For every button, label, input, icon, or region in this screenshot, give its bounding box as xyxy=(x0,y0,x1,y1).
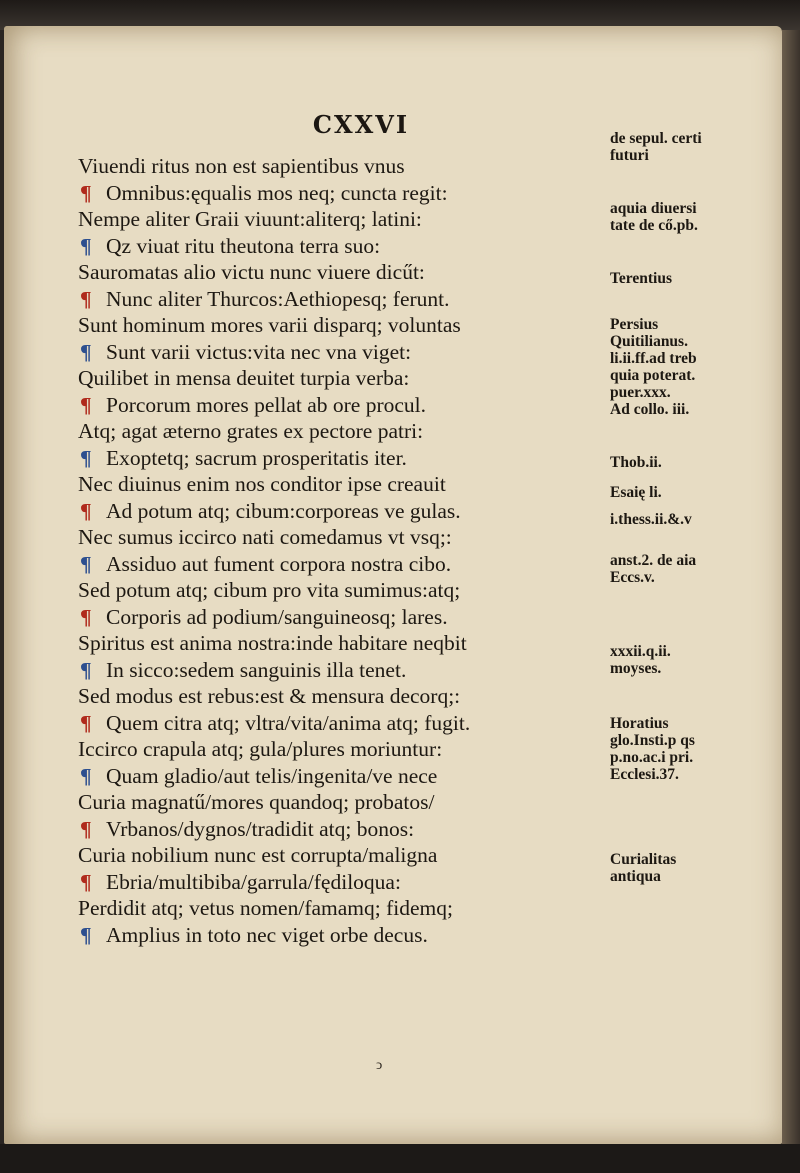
verse-text: Sauromatas alio victu nunc viuere dicűt: xyxy=(78,260,425,284)
paragraph-mark-icon: ¶ xyxy=(80,869,92,894)
verse-line xyxy=(78,657,588,684)
verse-list xyxy=(78,153,588,948)
gloss-line: glo.Insti.p qs xyxy=(610,732,695,749)
marginal-gloss xyxy=(610,715,760,783)
gloss-line: Ad collo. iii. xyxy=(610,401,690,418)
verse-line xyxy=(78,816,588,843)
paragraph-mark-icon: ¶ xyxy=(80,816,92,841)
gloss-line: Persius xyxy=(610,316,659,333)
verse-text: Curia magnatű/mores quandoq; probatos/ xyxy=(78,790,435,814)
marginal-gloss xyxy=(610,316,760,418)
paragraph-mark-icon: ¶ xyxy=(80,551,92,576)
verse-text: Quem citra atq; vltra/vita/anima atq; fugit. xyxy=(106,710,471,735)
verse-line xyxy=(78,180,588,207)
verse-line xyxy=(78,922,588,949)
gloss-line: xxxii.q.ii. xyxy=(610,643,671,660)
gloss-line: tate de cő.pb. xyxy=(610,217,698,234)
verse-line xyxy=(78,206,588,233)
paragraph-mark-icon: ¶ xyxy=(80,498,92,523)
paragraph-mark-icon: ¶ xyxy=(80,604,92,629)
gloss-line: Terentius xyxy=(610,270,673,287)
page-stack-edge xyxy=(782,30,800,1146)
gloss-line: antiqua xyxy=(610,868,661,885)
gloss-line: Quitilianus. xyxy=(610,333,688,350)
gloss-line: Curialitas xyxy=(610,851,677,868)
verse-line xyxy=(78,895,588,922)
gloss-line: Ecclesi.37. xyxy=(610,766,679,783)
verse-line xyxy=(78,604,588,631)
verse-line xyxy=(78,736,588,763)
verse-text: Sunt varii victus:vita nec vna viget: xyxy=(106,339,412,364)
verse-line xyxy=(78,630,588,657)
verse-text: Nempe aliter Graii viuunt:aliterq; latini: xyxy=(78,207,422,231)
verse-text: Viuendi ritus non est sapientibus vnus xyxy=(78,154,405,178)
marginal-gloss xyxy=(610,643,760,677)
verse-line xyxy=(78,153,588,180)
paragraph-mark-icon: ¶ xyxy=(80,657,92,682)
gloss-line: moyses. xyxy=(610,660,662,677)
verse-line xyxy=(78,498,588,525)
verse-line xyxy=(78,789,588,816)
verse-line xyxy=(78,869,588,896)
verse-text: Nec sumus iccirco nati comedamus vt vsq;: xyxy=(78,525,452,549)
gloss-line: li.ii.ff.ad treb xyxy=(610,350,697,367)
paragraph-mark-icon: ¶ xyxy=(80,445,92,470)
gloss-line: Thob.ii. xyxy=(610,454,662,471)
verse-line xyxy=(78,392,588,419)
verse-line xyxy=(78,312,588,339)
verse-text: Sunt hominum mores varii disparq; voluntas xyxy=(78,313,461,337)
verse-text: Exoptetq; sacrum prosperitatis iter. xyxy=(106,445,407,470)
paragraph-mark-icon: ¶ xyxy=(80,339,92,364)
verse-line xyxy=(78,842,588,869)
marginal-gloss xyxy=(610,484,760,501)
verse-text: Quilibet in mensa deuitet turpia verba: xyxy=(78,366,410,390)
folio-number: CXXVI xyxy=(312,110,410,139)
verse-text: Spiritus est anima nostra:inde habitare neqbit xyxy=(78,631,467,655)
verse-line xyxy=(78,524,588,551)
verse-line xyxy=(78,683,588,710)
marginal-gloss xyxy=(610,511,760,528)
verse-text: Sed potum atq; cibum pro vita sumimus:atq; xyxy=(78,578,461,602)
verse-text: Vrbanos/dygnos/tradidit atq; bonos: xyxy=(106,816,415,841)
verse-line xyxy=(78,763,588,790)
verse-text: Iccirco crapula atq; gula/plures moriuntur: xyxy=(78,737,443,761)
book-bottom-edge xyxy=(0,1144,800,1173)
marginal-gloss xyxy=(610,130,760,164)
marginal-gloss xyxy=(610,552,760,586)
gloss-line: puer.xxx. xyxy=(610,384,671,401)
verse-line xyxy=(78,259,588,286)
verse-text: Ebria/multibiba/garrula/fędiloqua: xyxy=(106,869,401,894)
verse-text: Amplius in toto nec viget orbe decus. xyxy=(106,922,428,947)
marginal-gloss xyxy=(610,270,760,287)
gloss-line: Eccs.v. xyxy=(610,569,655,586)
verse-text: Nunc aliter Thurcos:Aethiopesq; ferunt. xyxy=(106,286,450,311)
verse-text: Corporis ad podium/sanguineosq; lares. xyxy=(106,604,448,629)
verse-line xyxy=(78,710,588,737)
verse-line xyxy=(78,286,588,313)
verse-text: Quam gladio/aut telis/ingenita/ve nece xyxy=(106,763,438,788)
verse-line xyxy=(78,418,588,445)
paragraph-mark-icon: ¶ xyxy=(80,710,92,735)
verse-text: Atq; agat æterno grates ex pectore patri: xyxy=(78,419,424,443)
verse-text: Qz viuat ritu theutona terra suo: xyxy=(106,233,381,258)
paragraph-mark-icon: ¶ xyxy=(80,233,92,258)
verse-text: Assiduo aut fument corpora nostra cibo. xyxy=(106,551,452,576)
gloss-line: i.thess.ii.&.v xyxy=(610,511,692,528)
paragraph-mark-icon: ¶ xyxy=(80,180,92,205)
verse-line xyxy=(78,551,588,578)
verse-text: Porcorum mores pellat ab ore procul. xyxy=(106,392,427,417)
marginal-gloss xyxy=(610,851,760,885)
paragraph-mark-icon: ¶ xyxy=(80,286,92,311)
verse-line xyxy=(78,445,588,472)
book-page xyxy=(4,26,782,1144)
verse-line xyxy=(78,577,588,604)
gloss-line: de sepul. certi xyxy=(610,130,702,147)
gloss-line: futuri xyxy=(610,147,649,164)
verse-text: Curia nobilium nunc est corrupta/maligna xyxy=(78,843,438,867)
verse-text: Sed modus est rebus:est & mensura decorq;: xyxy=(78,684,461,708)
paragraph-mark-icon: ¶ xyxy=(80,922,92,947)
gloss-line: Horatius xyxy=(610,715,669,732)
paragraph-mark-icon: ¶ xyxy=(80,392,92,417)
marginal-gloss xyxy=(610,200,760,234)
verse-text: Omnibus:ęqualis mos neq; cuncta regit: xyxy=(106,180,448,205)
gloss-line: aquia diuersi xyxy=(610,200,697,217)
paragraph-mark-icon: ¶ xyxy=(80,763,92,788)
verse-text: In sicco:sedem sanguinis illa tenet. xyxy=(106,657,407,682)
gloss-line: Esaię li. xyxy=(610,484,662,501)
verse-line xyxy=(78,339,588,366)
verse-line xyxy=(78,365,588,392)
gloss-line: anst.2. de aia xyxy=(610,552,697,569)
verse-text: Nec diuinus enim nos conditor ipse creauit xyxy=(78,472,446,496)
verse-line xyxy=(78,471,588,498)
marginal-gloss xyxy=(610,454,760,471)
gloss-line: quia poterat. xyxy=(610,367,696,384)
verse-text: Ad potum atq; cibum:corporeas ve gulas. xyxy=(106,498,461,523)
verse-text: Perdidit atq; vetus nomen/famamq; fidemq; xyxy=(78,896,453,920)
marginal-glosses xyxy=(610,26,760,1126)
bottom-mark: ↄ xyxy=(376,1058,383,1073)
gloss-line: p.no.ac.i pri. xyxy=(610,749,694,766)
verse-line xyxy=(78,233,588,260)
